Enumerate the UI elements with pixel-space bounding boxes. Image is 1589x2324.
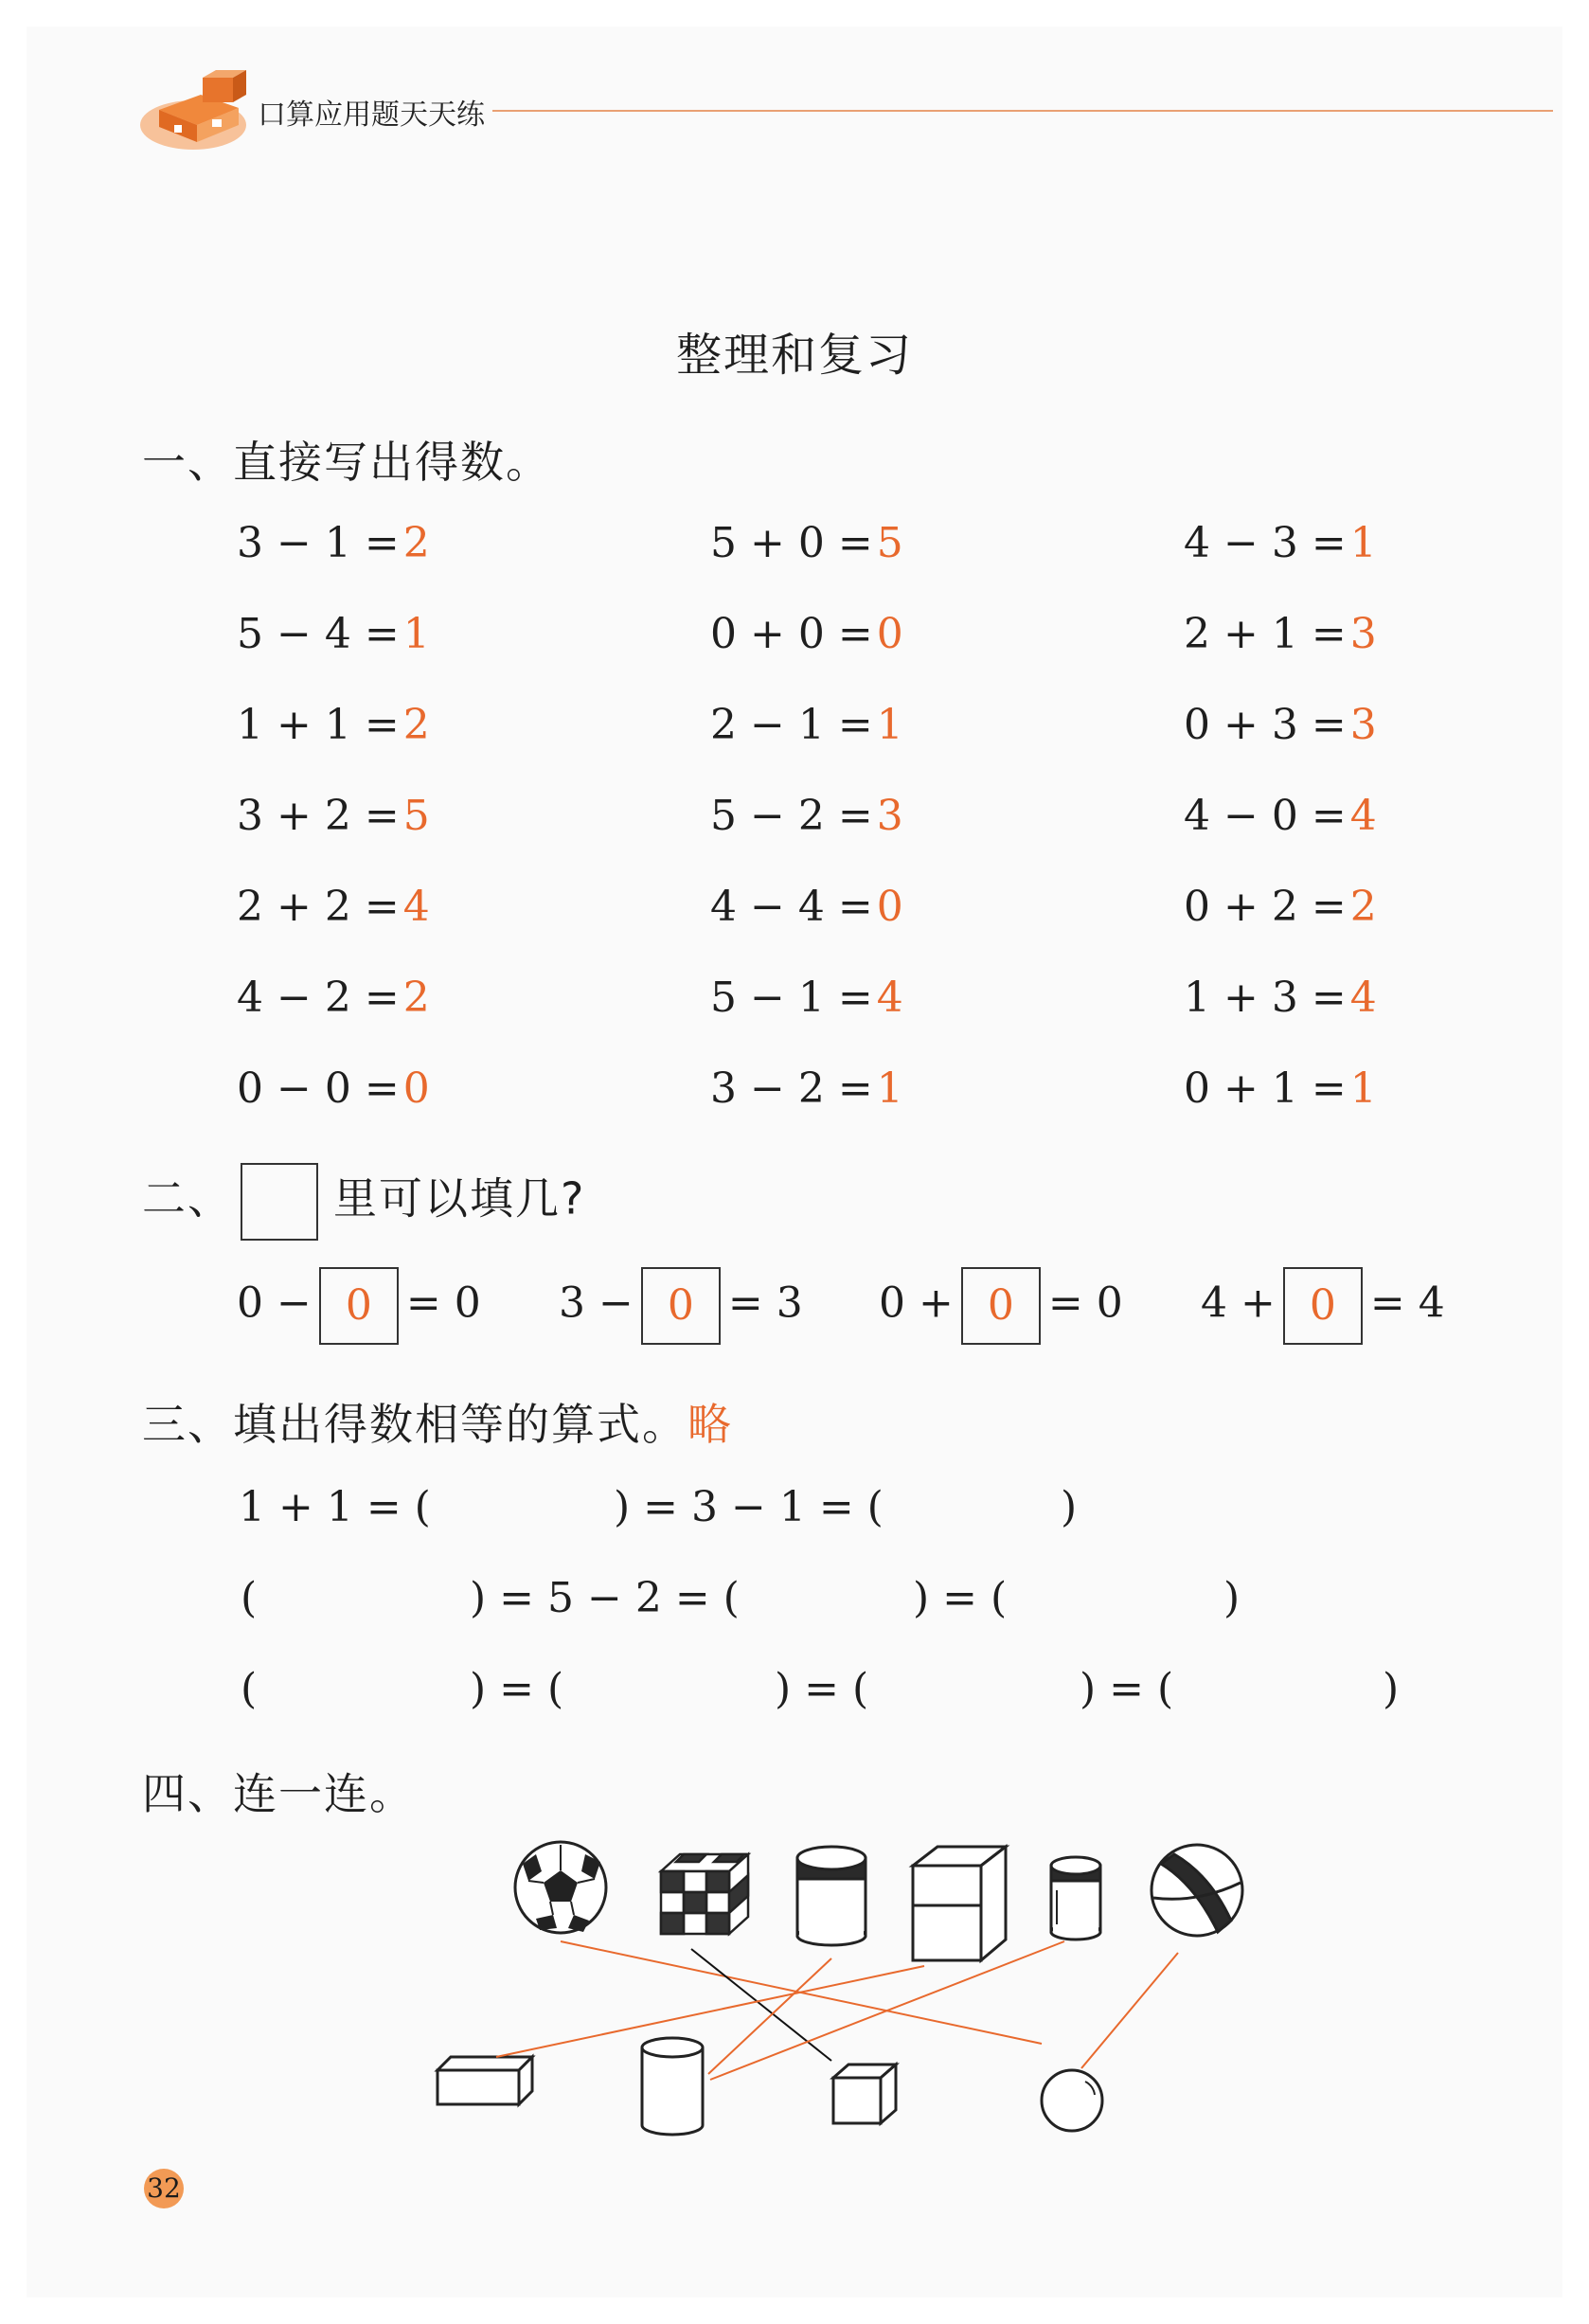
striped-ball-icon bbox=[1152, 1845, 1242, 1936]
box-icon bbox=[913, 1847, 1006, 1960]
cuboid-icon bbox=[437, 2057, 532, 2104]
small-can-icon bbox=[1051, 1857, 1100, 1940]
equation-question: 0 + 0 = bbox=[710, 610, 873, 658]
equal-line-segment: ) bbox=[1061, 1483, 1078, 1531]
equation-question: 3 + 2 = bbox=[237, 792, 400, 840]
equation-answer: 4 bbox=[1349, 792, 1377, 840]
equation-answer: 4 bbox=[876, 974, 903, 1022]
fill-answer-box: 0 bbox=[641, 1267, 721, 1345]
equation-question: 5 + 0 = bbox=[710, 519, 873, 567]
fill-right: = 0 bbox=[1047, 1278, 1123, 1328]
section-2-prefix: 二、 bbox=[142, 1172, 233, 1225]
equation-question: 0 + 3 = bbox=[1184, 701, 1347, 749]
sphere-icon bbox=[1042, 2070, 1102, 2131]
equation-answer: 2 bbox=[1349, 883, 1377, 931]
series-title: 口算应用题天天练 bbox=[258, 98, 485, 132]
section-4-title: 四、连一连。 bbox=[142, 1768, 415, 1819]
fill-left: 0 + bbox=[879, 1278, 954, 1328]
equal-line-segment: 1 + 1 = ( bbox=[239, 1483, 431, 1531]
equation-question: 4 − 4 = bbox=[710, 883, 873, 931]
page-number: 32 bbox=[144, 2169, 184, 2208]
match-line-box-cuboid bbox=[496, 1966, 924, 2057]
equal-line-segment: ) = ( bbox=[913, 1574, 1008, 1622]
match-line-cube-cube bbox=[691, 1949, 831, 2061]
fill-left: 0 − bbox=[237, 1278, 312, 1328]
cube-icon bbox=[833, 2065, 896, 2123]
equation-answer: 0 bbox=[876, 610, 903, 658]
equation-answer: 5 bbox=[402, 792, 430, 840]
fill-right: = 0 bbox=[405, 1278, 481, 1328]
fill-answer-box: 0 bbox=[1283, 1267, 1363, 1345]
equation-answer: 2 bbox=[402, 974, 430, 1022]
equation-answer: 0 bbox=[402, 1064, 430, 1113]
soccer-ball-icon bbox=[515, 1842, 606, 1933]
fill-right: = 4 bbox=[1369, 1278, 1445, 1328]
equation-question: 1 + 1 = bbox=[237, 701, 400, 749]
equation-answer: 1 bbox=[402, 610, 430, 658]
equation-answer: 1 bbox=[876, 701, 903, 749]
cylinder-icon bbox=[642, 2038, 703, 2135]
equation-question: 1 + 3 = bbox=[1184, 974, 1347, 1022]
section-2-suffix: 里可以填几? bbox=[333, 1172, 586, 1225]
equation-answer: 1 bbox=[1349, 519, 1377, 567]
matching-lines bbox=[496, 1941, 1178, 2080]
equation-answer: 5 bbox=[876, 519, 903, 567]
equation-question: 5 − 1 = bbox=[710, 974, 873, 1022]
match-line-smallcan-cylinder bbox=[710, 1941, 1064, 2080]
section-1-title: 一、直接写出得数。 bbox=[142, 437, 551, 488]
fill-right: = 3 bbox=[727, 1278, 803, 1328]
equation-answer: 3 bbox=[1349, 610, 1377, 658]
fill-answer-box: 0 bbox=[319, 1267, 399, 1345]
equal-line-segment: ) = 3 − 1 = ( bbox=[614, 1483, 884, 1531]
section-3-answer: 略 bbox=[687, 1399, 733, 1450]
match-line-ball-sphere bbox=[1081, 1953, 1178, 2068]
equation-question: 5 − 4 = bbox=[237, 610, 400, 658]
equal-line-segment: ) = 5 − 2 = ( bbox=[470, 1574, 740, 1622]
equal-line-segment: ( bbox=[241, 1574, 258, 1622]
equation-question: 0 + 1 = bbox=[1184, 1064, 1347, 1113]
equation-answer: 1 bbox=[1349, 1064, 1377, 1113]
equation-question: 5 − 2 = bbox=[710, 792, 873, 840]
equal-line-segment: ) = ( bbox=[470, 1665, 564, 1713]
equation-answer: 2 bbox=[402, 519, 430, 567]
equation-question: 0 − 0 = bbox=[237, 1064, 400, 1113]
equation-question: 4 − 2 = bbox=[237, 974, 400, 1022]
rubiks-cube-icon bbox=[661, 1854, 748, 1934]
equal-line-segment: ) bbox=[1383, 1665, 1400, 1713]
equation-answer: 2 bbox=[402, 701, 430, 749]
fill-left: 4 + bbox=[1201, 1278, 1276, 1328]
equation-answer: 3 bbox=[1349, 701, 1377, 749]
equal-line-segment: ) = ( bbox=[1080, 1665, 1174, 1713]
equal-line-segment: ( bbox=[241, 1665, 258, 1713]
equation-question: 2 − 1 = bbox=[710, 701, 873, 749]
equation-question: 4 − 3 = bbox=[1184, 519, 1347, 567]
equation-answer: 4 bbox=[402, 883, 430, 931]
equation-question: 3 − 2 = bbox=[710, 1064, 873, 1113]
fill-left: 3 − bbox=[559, 1278, 634, 1328]
equal-line-segment: ) bbox=[1223, 1574, 1241, 1622]
equation-answer: 1 bbox=[876, 1064, 903, 1113]
equation-answer: 0 bbox=[876, 883, 903, 931]
equal-line-segment: ) = ( bbox=[775, 1665, 869, 1713]
equation-question: 4 − 0 = bbox=[1184, 792, 1347, 840]
equation-question: 3 − 1 = bbox=[237, 519, 400, 567]
equation-question: 2 + 2 = bbox=[237, 883, 400, 931]
page-title: 整理和复习 bbox=[675, 329, 913, 382]
section-3-label: 三、填出得数相等的算式。 bbox=[142, 1399, 687, 1450]
equation-question: 2 + 1 = bbox=[1184, 610, 1347, 658]
equation-answer: 3 bbox=[876, 792, 903, 840]
cylinder-can-icon bbox=[797, 1847, 866, 1945]
equation-answer: 4 bbox=[1349, 974, 1377, 1022]
fill-answer-box: 0 bbox=[961, 1267, 1041, 1345]
equation-question: 0 + 2 = bbox=[1184, 883, 1347, 931]
